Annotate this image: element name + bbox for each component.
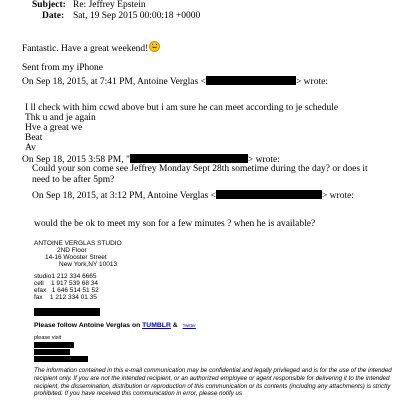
contact-efax: efax 1 646 514 51 52 xyxy=(34,287,99,294)
contact-cell: cell 1 917 539 68 34 xyxy=(34,280,98,287)
studio-floor: 2ND Floor xyxy=(57,247,87,254)
date-label: Date: xyxy=(42,11,65,21)
quote3-intro-prefix: On Sep 18, 2015, at 3:12 PM, Antoine Verglas < xyxy=(32,191,216,201)
follow-prefix: Please follow Antoine Verglas on xyxy=(34,322,143,329)
quote1-intro-suffix: > wrote: xyxy=(295,77,328,87)
quote1-line: Beat xyxy=(25,133,43,143)
redacted-link-2 xyxy=(34,349,70,355)
studio-city: New York,NY 10013 xyxy=(59,261,118,268)
studio-street: 14-16 Wooster Street xyxy=(45,254,107,261)
follow-amp: & xyxy=(170,322,178,329)
quote3-intro-suffix: > wrote: xyxy=(321,191,354,201)
quote2-intro-suffix: > wrote: xyxy=(247,155,280,165)
redacted-block xyxy=(34,308,100,316)
quote1-line: I ll check with him ccwd above but i am sure he can meet according to je schedule xyxy=(25,103,339,113)
quote3-intro xyxy=(32,190,354,202)
date-value: Sat, 19 Sep 2015 00:00:18 +0000 xyxy=(73,11,201,21)
studio-name: ANTOINE VERGLAS STUDIO xyxy=(34,240,122,247)
quote1-intro-prefix: On Sep 18, 2015, at 7:41 PM, Antoine Verglas < xyxy=(22,77,206,87)
quote1-intro xyxy=(22,76,328,88)
contact-fax: fax 1 212 334 01 35 xyxy=(34,294,97,301)
follow-line xyxy=(34,322,196,330)
redacted-email xyxy=(130,154,248,163)
smiley-face-icon xyxy=(149,41,160,52)
redacted-link-3 xyxy=(34,356,88,362)
visit-label: please visit xyxy=(34,335,62,341)
legal-disclaimer: The information contained in this e-mail communication may be confidential and legally privileged and is for the use of the intended recipient only. If you are not the intended recipient, or an authorized employee or agent responsible for delivering it to the intended recipient, the dissemination, distribution or reproduction of this communication or its contents (including any attachments) is strictly prohibited. If you have received this communication in error, please notify us xyxy=(34,367,392,398)
signature: Sent from my iPhone xyxy=(22,63,104,73)
quote1-line: Hve a great we xyxy=(25,123,83,133)
greeting-text: Fantastic. Have a great weekend! xyxy=(22,44,149,54)
redacted-email xyxy=(216,190,322,199)
quote3-body: would the be ok to meet my son for a few minutes ? when he is available? xyxy=(34,219,316,229)
quote2-body: Could your son come see Jeffrey Monday Sept 28th sometime during the day? or does it need to be after 5pm? xyxy=(32,164,368,185)
greeting-line xyxy=(22,41,160,55)
quote1-line: Av xyxy=(25,143,36,153)
subject-value: Re: Jeffrey Epstein xyxy=(73,0,146,10)
redacted-link-1 xyxy=(34,342,74,348)
subject-label: Subject: xyxy=(32,0,66,10)
quote1-line: Thk u and je again xyxy=(25,113,96,123)
redacted-email xyxy=(206,76,296,85)
contact-studio: studio1 212 334 6665 xyxy=(34,273,97,280)
tumblr-link[interactable]: TUMBLR xyxy=(142,322,171,329)
twitter-link[interactable]: Twitter xyxy=(182,323,196,328)
quote2-intro-prefix: On Sep 18, 2015 3:58 PM, " xyxy=(22,155,130,165)
